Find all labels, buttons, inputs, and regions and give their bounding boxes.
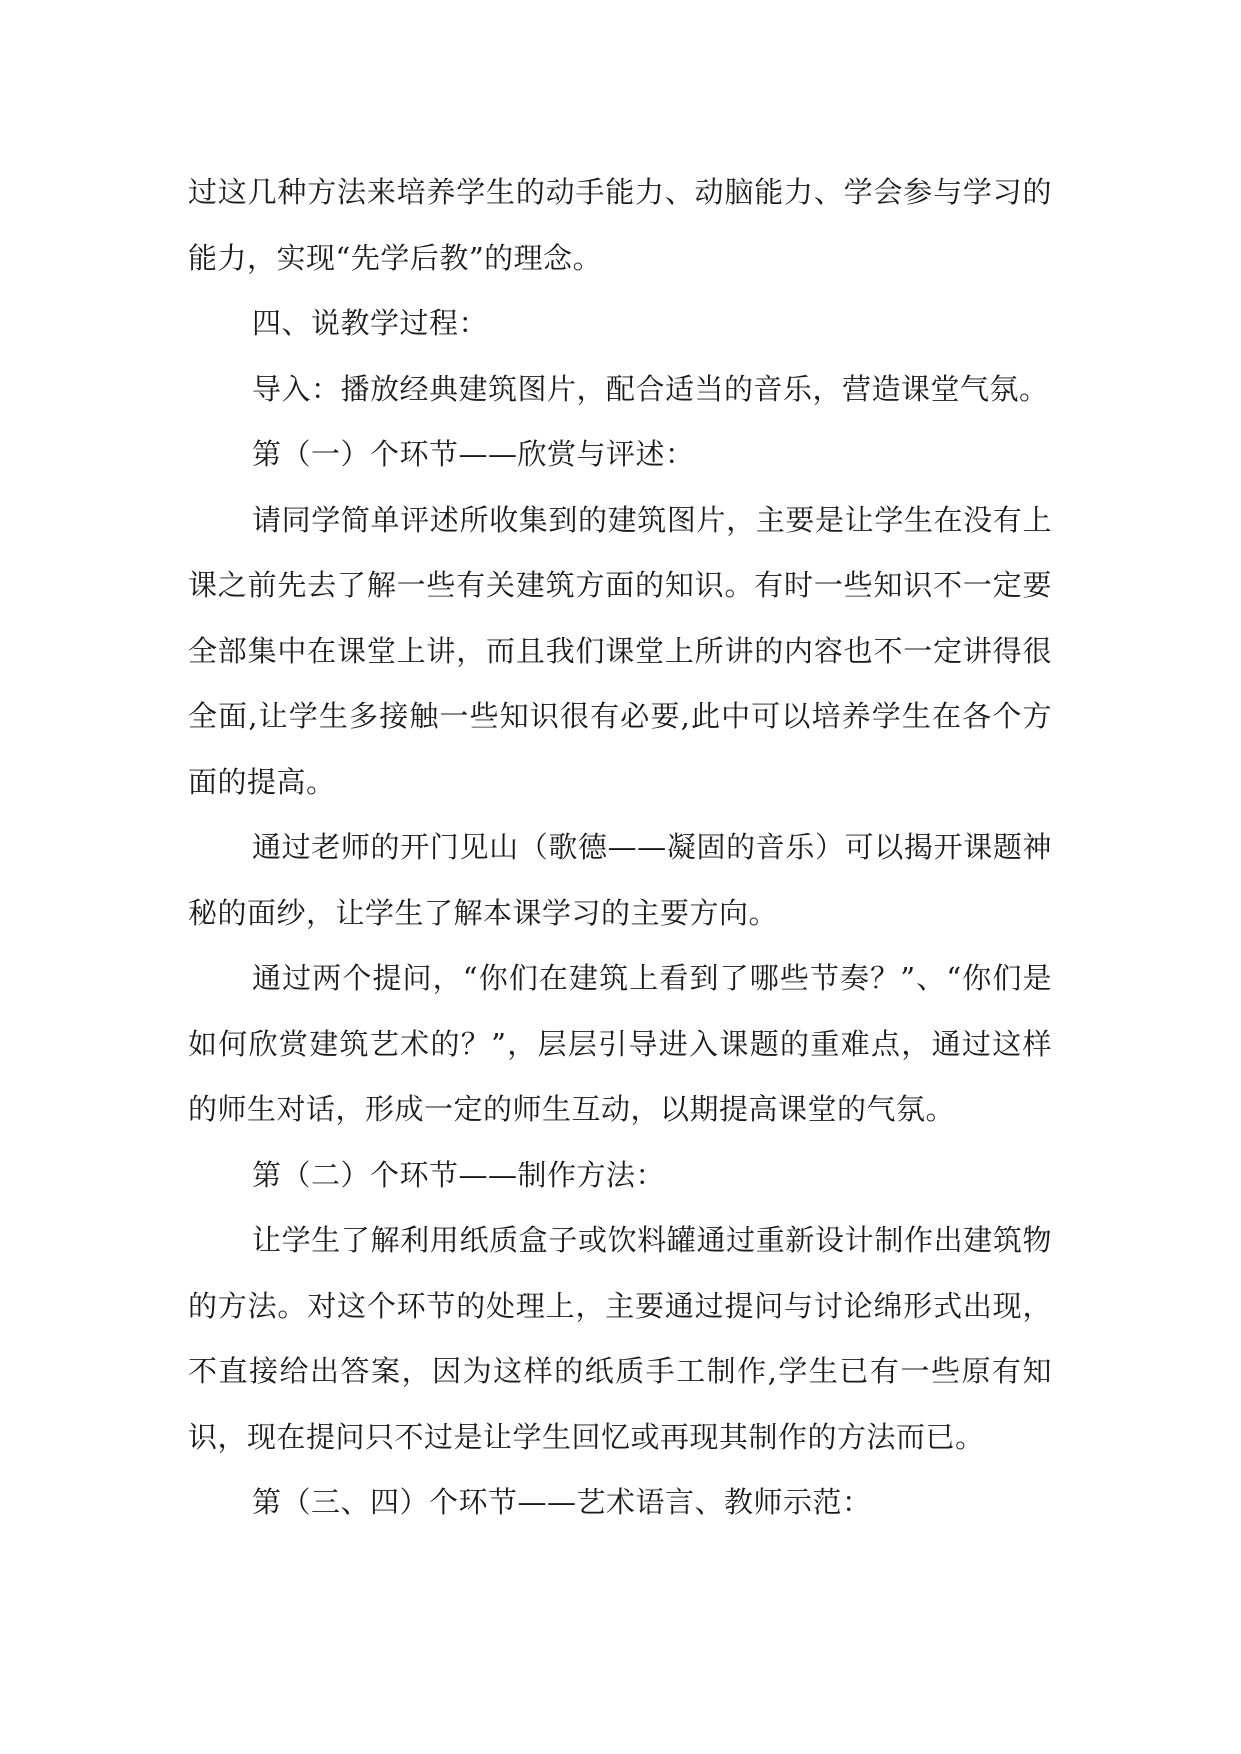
step-heading-3-4: 第（三、四）个环节——艺术语言、教师示范： [252, 1485, 872, 1519]
paragraph-1: 过这几种方法来培养学生的动手能力、动脑能力、学会参与学习的能力，实现“先学后教”的理念。 [188, 175, 1052, 275]
document-body [188, 160, 1052, 1536]
step-heading-1: 第（一）个环节——欣赏与评述： [252, 437, 695, 471]
paragraph-step-1-opening: 通过老师的开门见山（歌德——凝固的音乐）可以揭开课题神秘的面纱，让学生了解本课学习的主要方向。 [188, 830, 1052, 930]
paragraph-step-2-method: 让学生了解利用纸质盒子或饮料罐通过重新设计制作出建筑物的方法。对这个环节的处理上，主要通过提问与讨论绵形式出现，不直接给出答案，因为这样的纸质手工制作,学生已有一些原有知识，现在提问只不过是让学生回忆或再现其制作的方法而已。 [188, 1223, 1052, 1454]
paragraph-step-1-review: 请同学简单评述所收集到的建筑图片，主要是让学生在没有上课之前先去了解一些有关建筑方面的知识。有时一些知识不一定要全部集中在课堂上讲，而且我们课堂上所讲的内容也不一定讲得很全面,让学生多接触一些知识很有必要,此中可以培养学生在各个方面的提高。 [188, 502, 1052, 799]
paragraph-introduction: 导入：播放经典建筑图片，配合适当的音乐，营造课堂气氛。 [252, 371, 1049, 406]
paragraph-step-1-questions: 通过两个提问，“你们在建筑上看到了哪些节奏？”、“你们是如何欣赏建筑艺术的？”，层层引导进入课题的重难点，通过这样的师生对话，形成一定的师生互动，以期提高课堂的气氛。 [188, 961, 1052, 1126]
section-heading-teaching-process: 四、说教学过程： [252, 306, 489, 340]
step-heading-2: 第（二）个环节——制作方法： [252, 1157, 666, 1192]
